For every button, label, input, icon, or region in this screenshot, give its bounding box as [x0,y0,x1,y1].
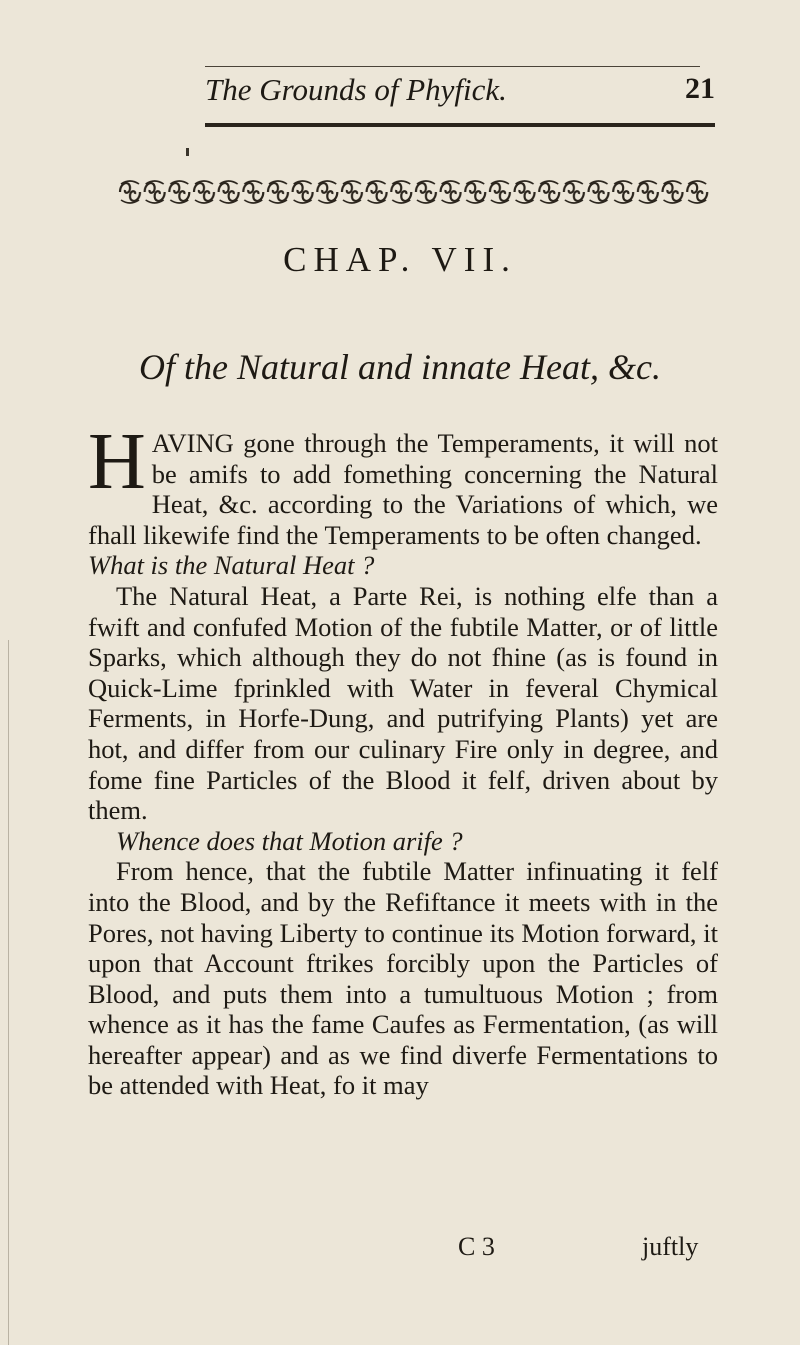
paragraph-2: The Natural Heat, a Parte Rei, is nothing elfe than a fwift and confufed Motion of the fubtile Matter, or of little Sparks, which although they do not fhine (as is found in Quick-Lime fprinkled with Water in feveral Chymical Ferments, in Horfe-Dung, and putrifying Plants) yet are hot, and differ from our culinary Fire only in degree, and fome fine Particles of the Blood it felf, driven about by them. [88,580,718,826]
question-2: Whence does that Motion arife ? [116,825,463,856]
ornament-band [118,178,710,206]
catchword: juftly [642,1232,699,1261]
page-number: 21 [685,72,715,105]
paragraph-1 [88,418,718,550]
header-rule-bottom [205,123,715,127]
chapter-heading: CHAP. VII. [283,240,517,279]
drop-cap: H [88,418,146,506]
page-footer [0,1232,800,1264]
header-rule-top [205,66,700,67]
ink-mark [186,148,189,156]
paragraph-3: From hence, that the fubtile Matter infinuating it felf into the Blood, and by the Refiftance it meets with in the Pores, not having Liberty to continue its Motion forward, it upon that Account ftrikes forcibly upon the Particles of Blood, and puts them into a tumultuous Motion ; from whence as it has the fame Caufes as Fermentation, (as will hereafter appear) and as we find diverfe Fermentations to be attended with Heat, fo it may [88,856,718,1101]
question-1: What is the Natural Heat ? [88,550,375,581]
signature-mark: C 3 [458,1232,495,1261]
body-text [88,418,718,1101]
chapter-title: Of the Natural and innate Heat, &c. [139,347,661,387]
running-head-title: The Grounds of Phyfick. [205,72,507,107]
paragraph-1-text: AVING gone through the Temperaments, it will not be amifs to add fomething concerning the Natural Heat, &c. according to the Variations of which, we fhall likewife find the Temperaments to be often changed. [88,428,718,550]
running-head [205,72,715,112]
